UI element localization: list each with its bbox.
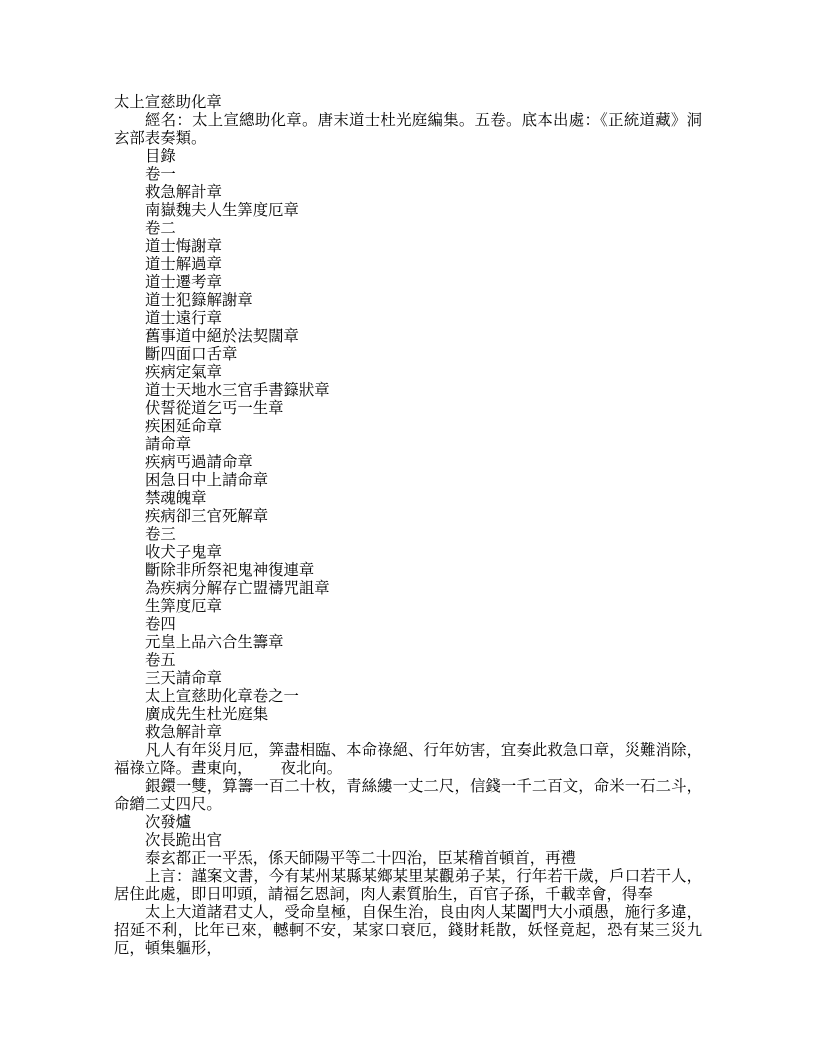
toc-item: 卷四 [145, 615, 176, 633]
toc-item: 斷四面口舌章 [145, 345, 238, 363]
toc-item: 疾病丐過請命章 [145, 453, 253, 471]
toc-item: 道士遷考章 [145, 273, 222, 291]
toc-item: 卷二 [145, 219, 176, 237]
toc-item: 道士遠行章 [145, 309, 222, 327]
toc-item: 收犬子鬼章 [145, 543, 222, 561]
volume-heading: 太上宣慈助化章卷之一 [145, 687, 299, 705]
toc-item: 道士天地水三官手書籙狀章 [145, 381, 330, 399]
toc-item: 道士解過章 [145, 255, 222, 273]
toc-heading: 目錄 [145, 147, 176, 165]
toc-item: 疾困延命章 [145, 417, 222, 435]
paragraph: 泰玄都正一平炁，係天師陽平等二十四治，臣某稽首頓首，再禮 [145, 849, 576, 867]
toc-item: 斷除非所祭祀鬼神復連章 [145, 561, 315, 579]
toc-item: 禁魂魄章 [145, 489, 207, 507]
paragraph: 上言：謹案文書，今有某州某縣某鄉某里某觀弟子某，行年若干歲，戶口若干人，居住此處，即日叩頭，請福乞恩詞，肉人素質胎生，百官子孫，千載幸會，得奉 [114, 867, 702, 903]
toc-item: 元皇上品六合生籌章 [145, 633, 284, 651]
toc-item: 生筭度厄章 [145, 597, 222, 615]
document-page [114, 93, 702, 957]
toc-item: 南嶽魏夫人生筭度厄章 [145, 201, 299, 219]
toc-item: 卷一 [145, 165, 176, 183]
paragraph: 次長跪出官 [145, 831, 222, 849]
chapter-title: 救急解計章 [145, 723, 222, 741]
paragraph [114, 741, 702, 777]
toc-item: 伏誓從道乞丐一生章 [145, 399, 284, 417]
toc-item: 道士犯籙解謝章 [145, 291, 253, 309]
paragraph-text: 凡人有年災月厄，筭盡相臨、本命祿絕、行年妨害，宜奏此救急口章，災難消除，福祿立降。晝東向， [114, 741, 702, 777]
toc-item: 疾病卻三官死解章 [145, 507, 269, 525]
scripture-description: 經名：太上宣總助化章。唐末道士杜光庭編集。五卷。底本出處：《正統道藏》洞玄部表奏類。 [114, 111, 702, 147]
toc-item: 道士悔謝章 [145, 237, 222, 255]
paragraph: 銀鐶一雙，算籌一百二十枚，青絲縷一丈二尺，信錢一千二百文，命米一石二斗，命繒二丈四尺。 [114, 777, 702, 813]
paragraph: 太上大道諸君丈人，受命皇極，自保生治，良由肉人某闔門大小頑愚，施行多違，招延不利，比年已來，轗軻不安，某家口衰厄，錢財耗散，妖怪竟起，恐有某三災九厄，頓集軀形， [114, 903, 702, 957]
toc-item: 舊事道中絕於法契闊章 [145, 327, 299, 345]
toc-item: 卷三 [145, 525, 176, 543]
paragraph: 次發爐 [145, 813, 192, 831]
toc-item: 請命章 [145, 435, 192, 453]
toc-item: 為疾病分解存亡盟禱咒詛章 [145, 579, 330, 597]
toc-item: 救急解計章 [145, 183, 222, 201]
toc-item: 困急日中上請命章 [145, 471, 269, 489]
document-title: 太上宣慈助化章 [114, 93, 222, 111]
compiler-credit: 廣成先生杜光庭集 [145, 705, 269, 723]
toc-item: 卷五 [145, 651, 176, 669]
table-of-contents [114, 165, 702, 687]
toc-item: 三天請命章 [145, 669, 222, 687]
paragraph-text: 夜北向。 [280, 759, 343, 777]
toc-item: 疾病定氣章 [145, 363, 222, 381]
